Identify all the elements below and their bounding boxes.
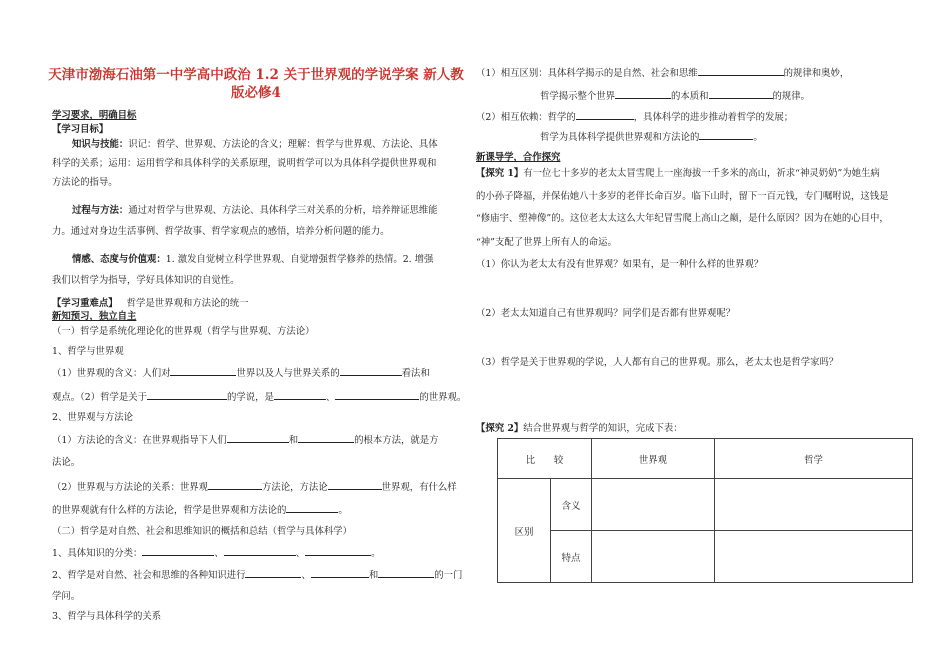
cell-philosophy-meaning[interactable] — [715, 479, 913, 531]
question-philosophy-definition: 观点。（2）哲学是关于 的学说，是 、 的世界观。 — [52, 392, 467, 403]
row-label-features: 特点 — [551, 531, 592, 583]
comparison-table — [497, 438, 913, 583]
item-philosophy-summary: 2、哲学是对自然、社会和思维的各种知识进行 、 和 的一门 — [52, 570, 463, 581]
title-line-1: 天津市渤海石油第一中学高中政治 1.2 关于世界观的学说学案 新人教 — [48, 67, 464, 83]
knowledge-line-3: 方法论的指导。 — [52, 177, 118, 188]
key-points: 【学习重难点】 哲学是世界观和方法论的统一 — [52, 298, 249, 309]
subsection-2: （二）哲学是对自然、社会和思维知识的概括和总结（哲学与具体科学） — [52, 526, 353, 537]
blank[interactable] — [699, 130, 753, 140]
row-label-meaning: 含义 — [551, 479, 592, 531]
explore1-question-1: （1）你认为老太太有没有世界观？如果有，是一种什么样的世界观？ — [476, 259, 764, 270]
item-knowledge-classes: 1、具体知识的分类： 、 、 。 — [52, 548, 381, 559]
explore1-question-2: （2）老太太知道自己有世界观吗？同学们是否都有世界观呢？ — [476, 308, 736, 319]
header-worldview: 世界观 — [592, 439, 715, 479]
blank[interactable] — [286, 503, 338, 513]
distinction-line-2: 哲学揭示整个世界 的本质和 的规律。 — [540, 91, 811, 102]
document-title — [46, 66, 466, 102]
question-worldview-definition: （1）世界观的含义：人们对 世界以及人与世界关系的 看法和 — [52, 368, 430, 379]
explore1-line-2: 的小孙子降福，并保佑她八十多岁的老伴长命百岁。临下山时，留下一百元钱，专门嘱咐说，这钱是 — [476, 191, 889, 202]
item-worldview-methodology: 2、世界观与方法论 — [52, 412, 133, 423]
subsection-1: （一）哲学是系统化理论化的世界观（哲学与世界观、方法论） — [52, 326, 315, 337]
cell-worldview-meaning[interactable] — [592, 479, 715, 531]
item-philosophy-summary-end: 学问。 — [52, 591, 81, 602]
blank[interactable] — [576, 110, 634, 120]
header-compare: 比 较 — [498, 439, 592, 479]
blank[interactable] — [170, 366, 236, 376]
goals-heading: 【学习目标】 — [52, 124, 109, 135]
blank[interactable] — [227, 433, 289, 443]
dependence-line-1: （2）相互依赖：哲学的 ，具体科学的进步推动着哲学的发展； — [476, 112, 794, 123]
emotion-line-1: 情感、态度与价值观：1. 激发自觉树立科学世界观、自觉增强哲学修养的热情。2. 增强 — [72, 254, 434, 265]
question-relationship-end: 的世界观就有什么样的方法论，哲学是世界观和方法论的 。 — [52, 505, 348, 516]
knowledge-line-2: 科学的关系；运用：运用哲学和具体科学的关系原理，说明哲学可以为具体科学提供世界观和 — [52, 158, 437, 169]
question-methodology-definition: （1）方法论的含义：在世界观指导下人们 和 的根本方法，就是方 — [52, 435, 439, 446]
distinction-line-1: （1）相互区别：具体科学揭示的是自然、社会和思维 的规律和奥妙， — [476, 68, 850, 79]
row-group-distinction: 区别 — [498, 479, 551, 583]
title-line-2: 版必修4 — [231, 85, 281, 101]
blank[interactable] — [274, 390, 326, 400]
dependence-line-2: 哲学为具体科学提供世界观和方法论的 。 — [540, 132, 763, 143]
question-methodology-end: 法论。 — [52, 457, 81, 468]
explore1-line-4: “神”支配了世界上所有人的命运。 — [476, 237, 617, 248]
item-philosophy-science: 3、哲学与具体科学的关系 — [52, 611, 162, 622]
item-philosophy-worldview: 1、哲学与世界观 — [52, 346, 124, 357]
blank[interactable] — [245, 568, 301, 578]
process-line-2: 力。通过对身边生活事例、哲学故事、哲学家观点的感悟，培养分析问题的能力。 — [52, 226, 390, 237]
blank[interactable] — [335, 390, 419, 400]
cell-philosophy-features[interactable] — [715, 531, 913, 583]
blank[interactable] — [709, 89, 773, 99]
blank[interactable] — [224, 546, 296, 556]
emotion-line-2: 我们以哲学为指导，学好具体知识的自觉性。 — [52, 275, 240, 286]
table-row — [498, 479, 913, 531]
blank[interactable] — [698, 66, 784, 76]
section-heading-goals: 学习要求，明确目标 — [52, 110, 137, 121]
blank[interactable] — [208, 480, 262, 490]
explore1-line-1: 【探究 1】有一位七十多岁的老太太冒雪爬上一座海拔一千多米的高山，祈求“神灵奶奶”为她生病 — [476, 168, 880, 179]
table-row — [498, 439, 913, 479]
blank[interactable] — [147, 390, 227, 400]
knowledge-line-1: 知识与技能：识记：哲学、世界观、方法论的含义；理解：哲学与世界观、方法论、具体 — [72, 139, 438, 150]
section-heading-explore: 新课导学，合作探究 — [476, 152, 561, 163]
header-philosophy: 哲学 — [715, 439, 913, 479]
blank[interactable] — [615, 89, 671, 99]
table-row — [498, 531, 913, 583]
question-relationship: （2）世界观与方法论的关系：世界观 方法论，方法论 世界观，有什么样 — [52, 482, 457, 493]
explore2-line: 【探究 2】结合世界观与哲学的知识，完成下表： — [476, 423, 683, 434]
blank[interactable] — [305, 546, 371, 556]
cell-worldview-features[interactable] — [592, 531, 715, 583]
section-heading-preview: 新知预习，独立自主 — [52, 311, 137, 322]
process-line-1: 过程与方法：通过对哲学与世界观、方法论、具体科学三对关系的分析，培养辩证思维能 — [72, 205, 438, 216]
blank[interactable] — [311, 568, 369, 578]
blank[interactable] — [378, 568, 434, 578]
explore1-line-3: “修庙宇、塑神像”的。这位老太太这么大年纪冒雪爬上高山之巅，是什么原因？因为在她的心目中， — [476, 213, 889, 224]
blank[interactable] — [328, 480, 382, 490]
blank[interactable] — [298, 433, 354, 443]
blank[interactable] — [142, 546, 214, 556]
blank[interactable] — [340, 366, 402, 376]
explore1-question-3: （3）哲学是关于世界观的学说，人人都有自己的世界观。那么，老太太也是哲学家吗？ — [476, 357, 839, 368]
